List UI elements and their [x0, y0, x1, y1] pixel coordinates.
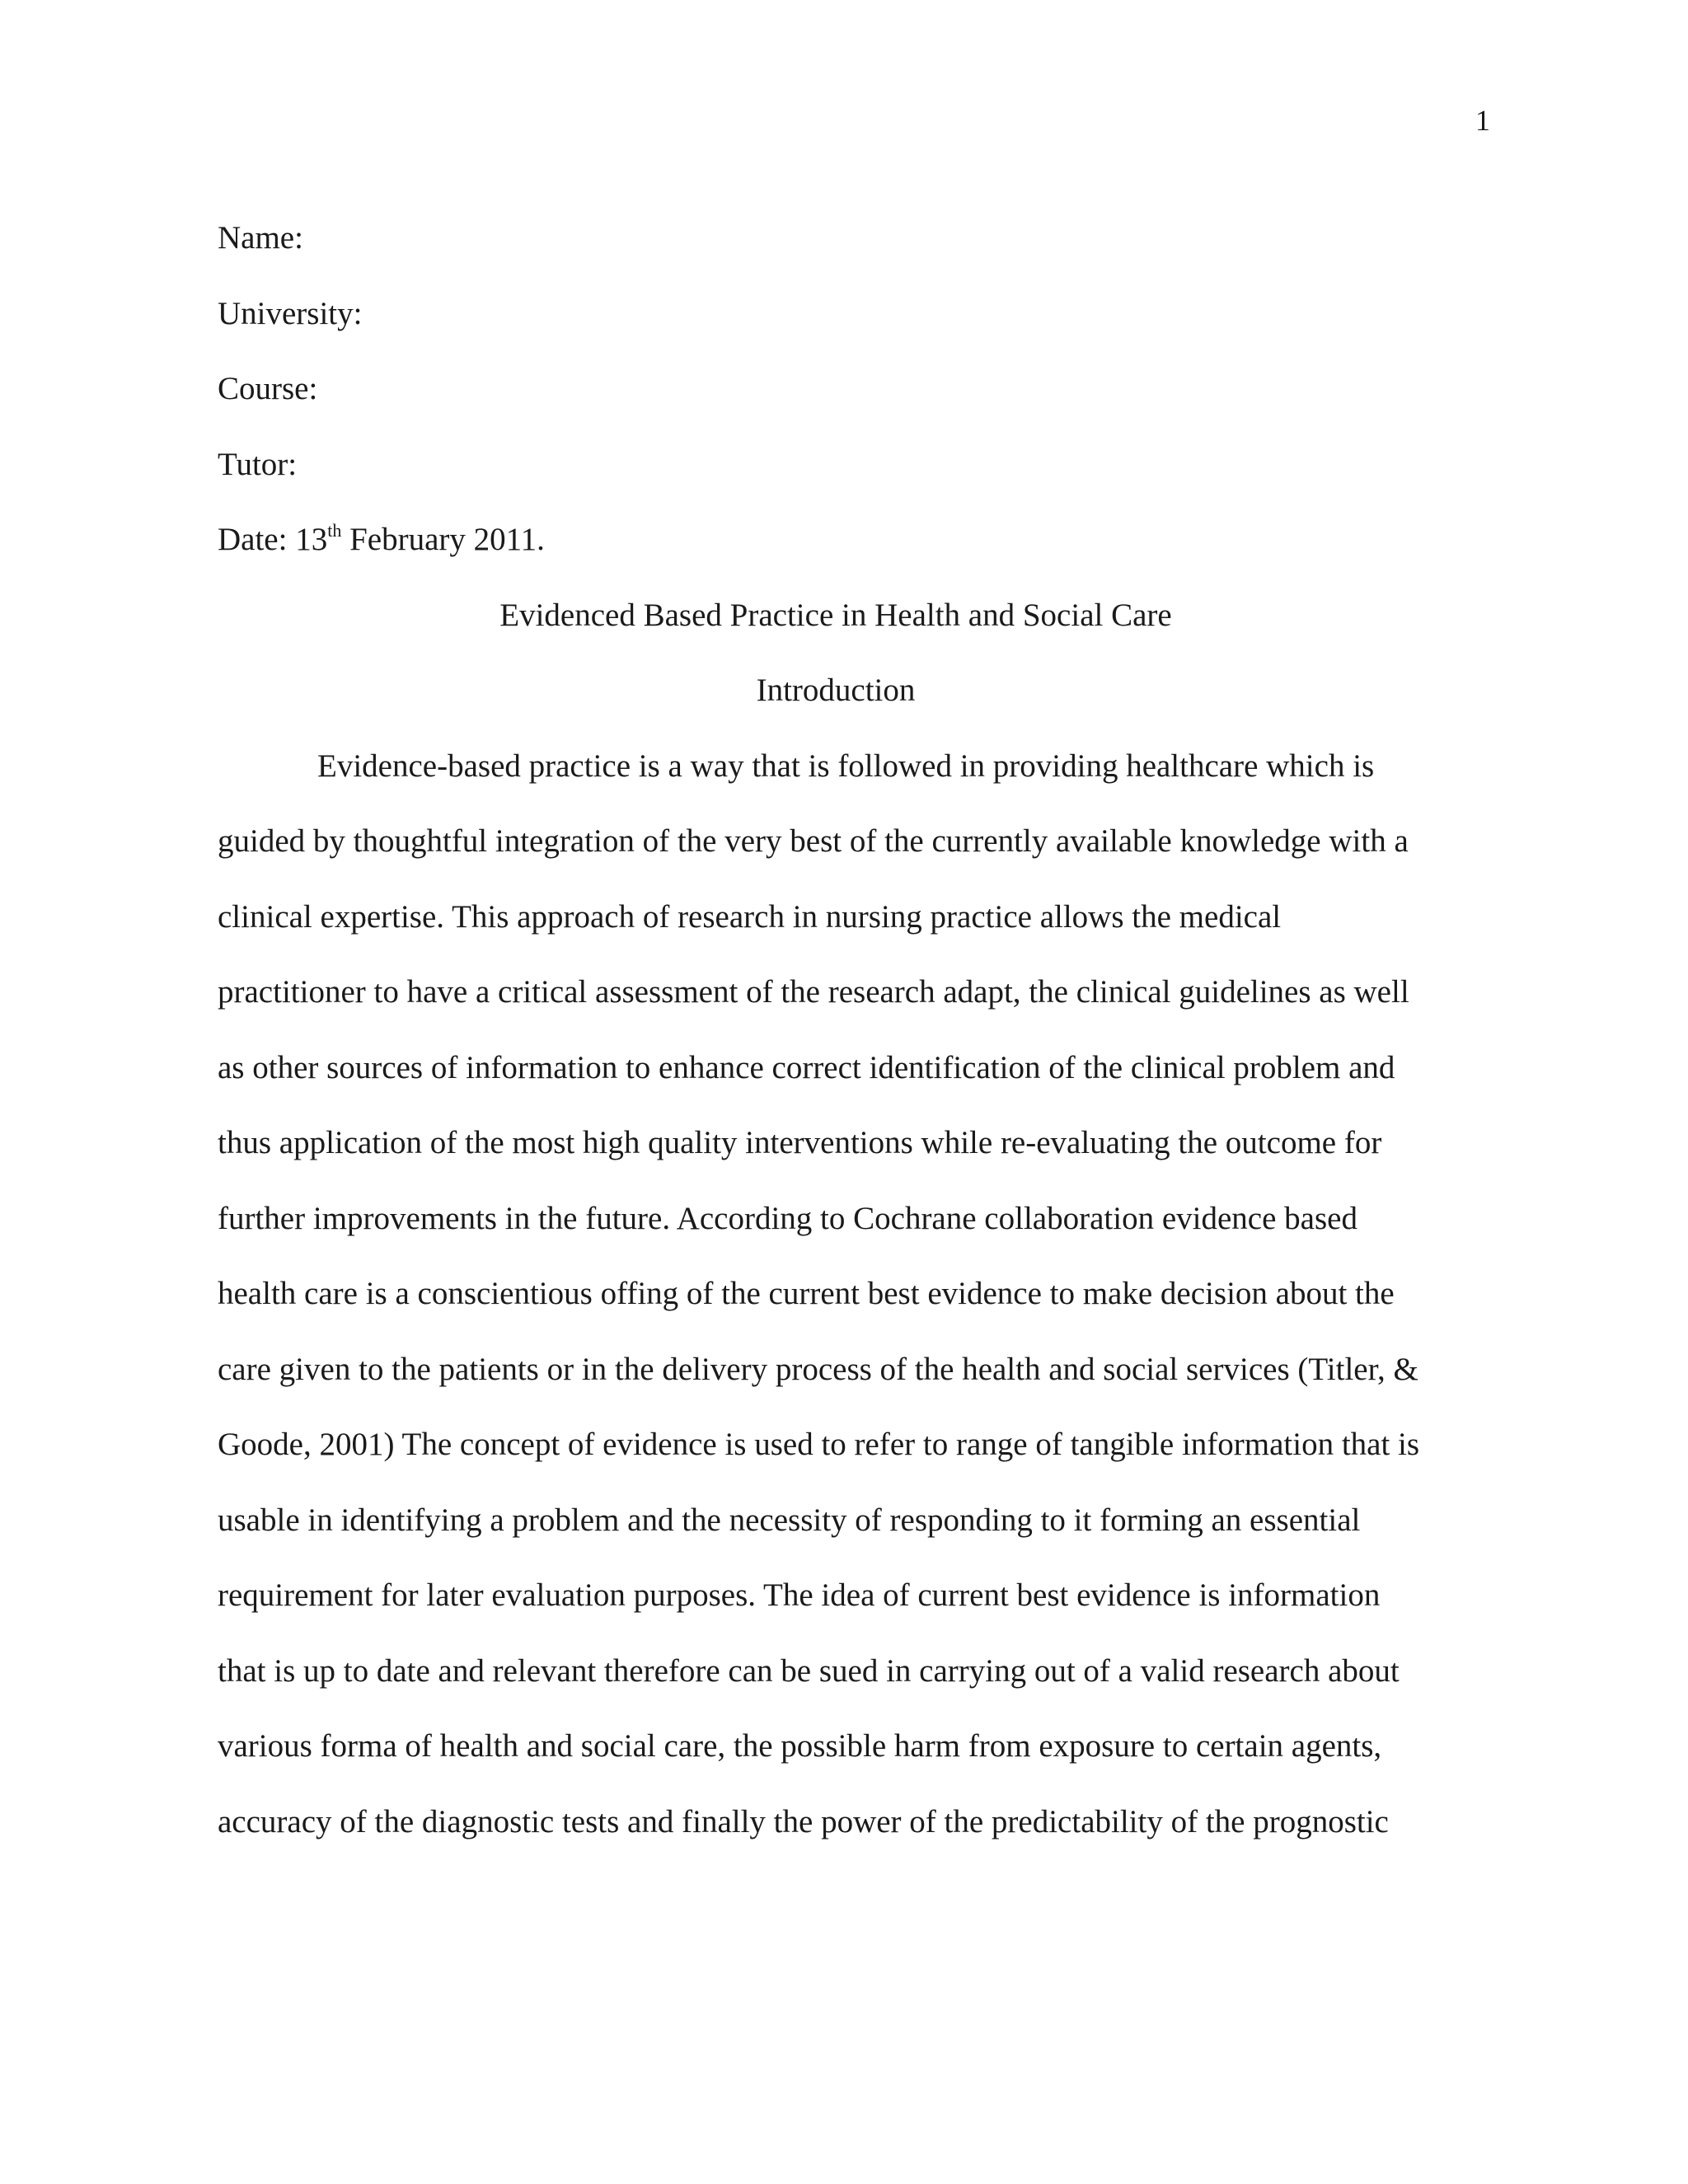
- document-title: Evidenced Based Practice in Health and Social Care: [499, 597, 1172, 633]
- paragraph-line: guided by thoughtful integration of the very best of the currently available knowledge with a: [218, 823, 1409, 859]
- paragraph-line: thus application of the most high quality interventions while re-evaluating the outcome for: [218, 1125, 1382, 1160]
- paragraph-line: Evidence-based practice is a way that is followed in providing healthcare which is: [317, 748, 1375, 784]
- body-paragraph: [218, 729, 1454, 1860]
- paragraph-line: Goode, 2001) The concept of evidence is used to refer to range of tangible information that is: [218, 1427, 1420, 1462]
- paragraph-line: requirement for later evaluation purposes. The idea of current best evidence is information: [218, 1577, 1381, 1613]
- paragraph-line: further improvements in the future. According to Cochrane collaboration evidence based: [218, 1200, 1357, 1236]
- section-heading: Introduction: [756, 673, 916, 708]
- paragraph-line: usable in identifying a problem and the necessity of responding to it forming an essential: [218, 1502, 1361, 1538]
- date-prefix: Date: 13: [218, 522, 328, 557]
- document-body: [218, 200, 1454, 1859]
- university-line: University:: [218, 295, 363, 331]
- tutor-line: Tutor:: [218, 446, 298, 482]
- paragraph-line: clinical expertise. This approach of research in nursing practice allows the medical: [218, 898, 1282, 935]
- paragraph-line: health care is a conscientious offing of the current best evidence to make decision about the: [218, 1276, 1395, 1311]
- name-line: Name:: [218, 220, 303, 255]
- paragraph-line: care given to the patients or in the delivery process of the health and social services (Titler, &: [218, 1351, 1418, 1387]
- date-suffix: February 2011.: [341, 522, 545, 557]
- paragraph-line: accuracy of the diagnostic tests and finally the power of the predictability of the prognostic: [218, 1803, 1389, 1840]
- page-number: 1: [1475, 104, 1490, 137]
- paragraph-line: various forma of health and social care, the possible harm from exposure to certain agents,: [218, 1728, 1382, 1764]
- paragraph-line: as other sources of information to enhance correct identification of the clinical problem and: [218, 1049, 1395, 1085]
- course-line: Course:: [218, 371, 318, 406]
- date-line: [218, 502, 1454, 578]
- paragraph-line: that is up to date and relevant therefore can be sued in carrying out of a valid research about: [218, 1652, 1400, 1689]
- paragraph-line: practitioner to have a critical assessment of the research adapt, the clinical guidelines as well: [218, 974, 1409, 1010]
- date-superscript: th: [327, 520, 342, 541]
